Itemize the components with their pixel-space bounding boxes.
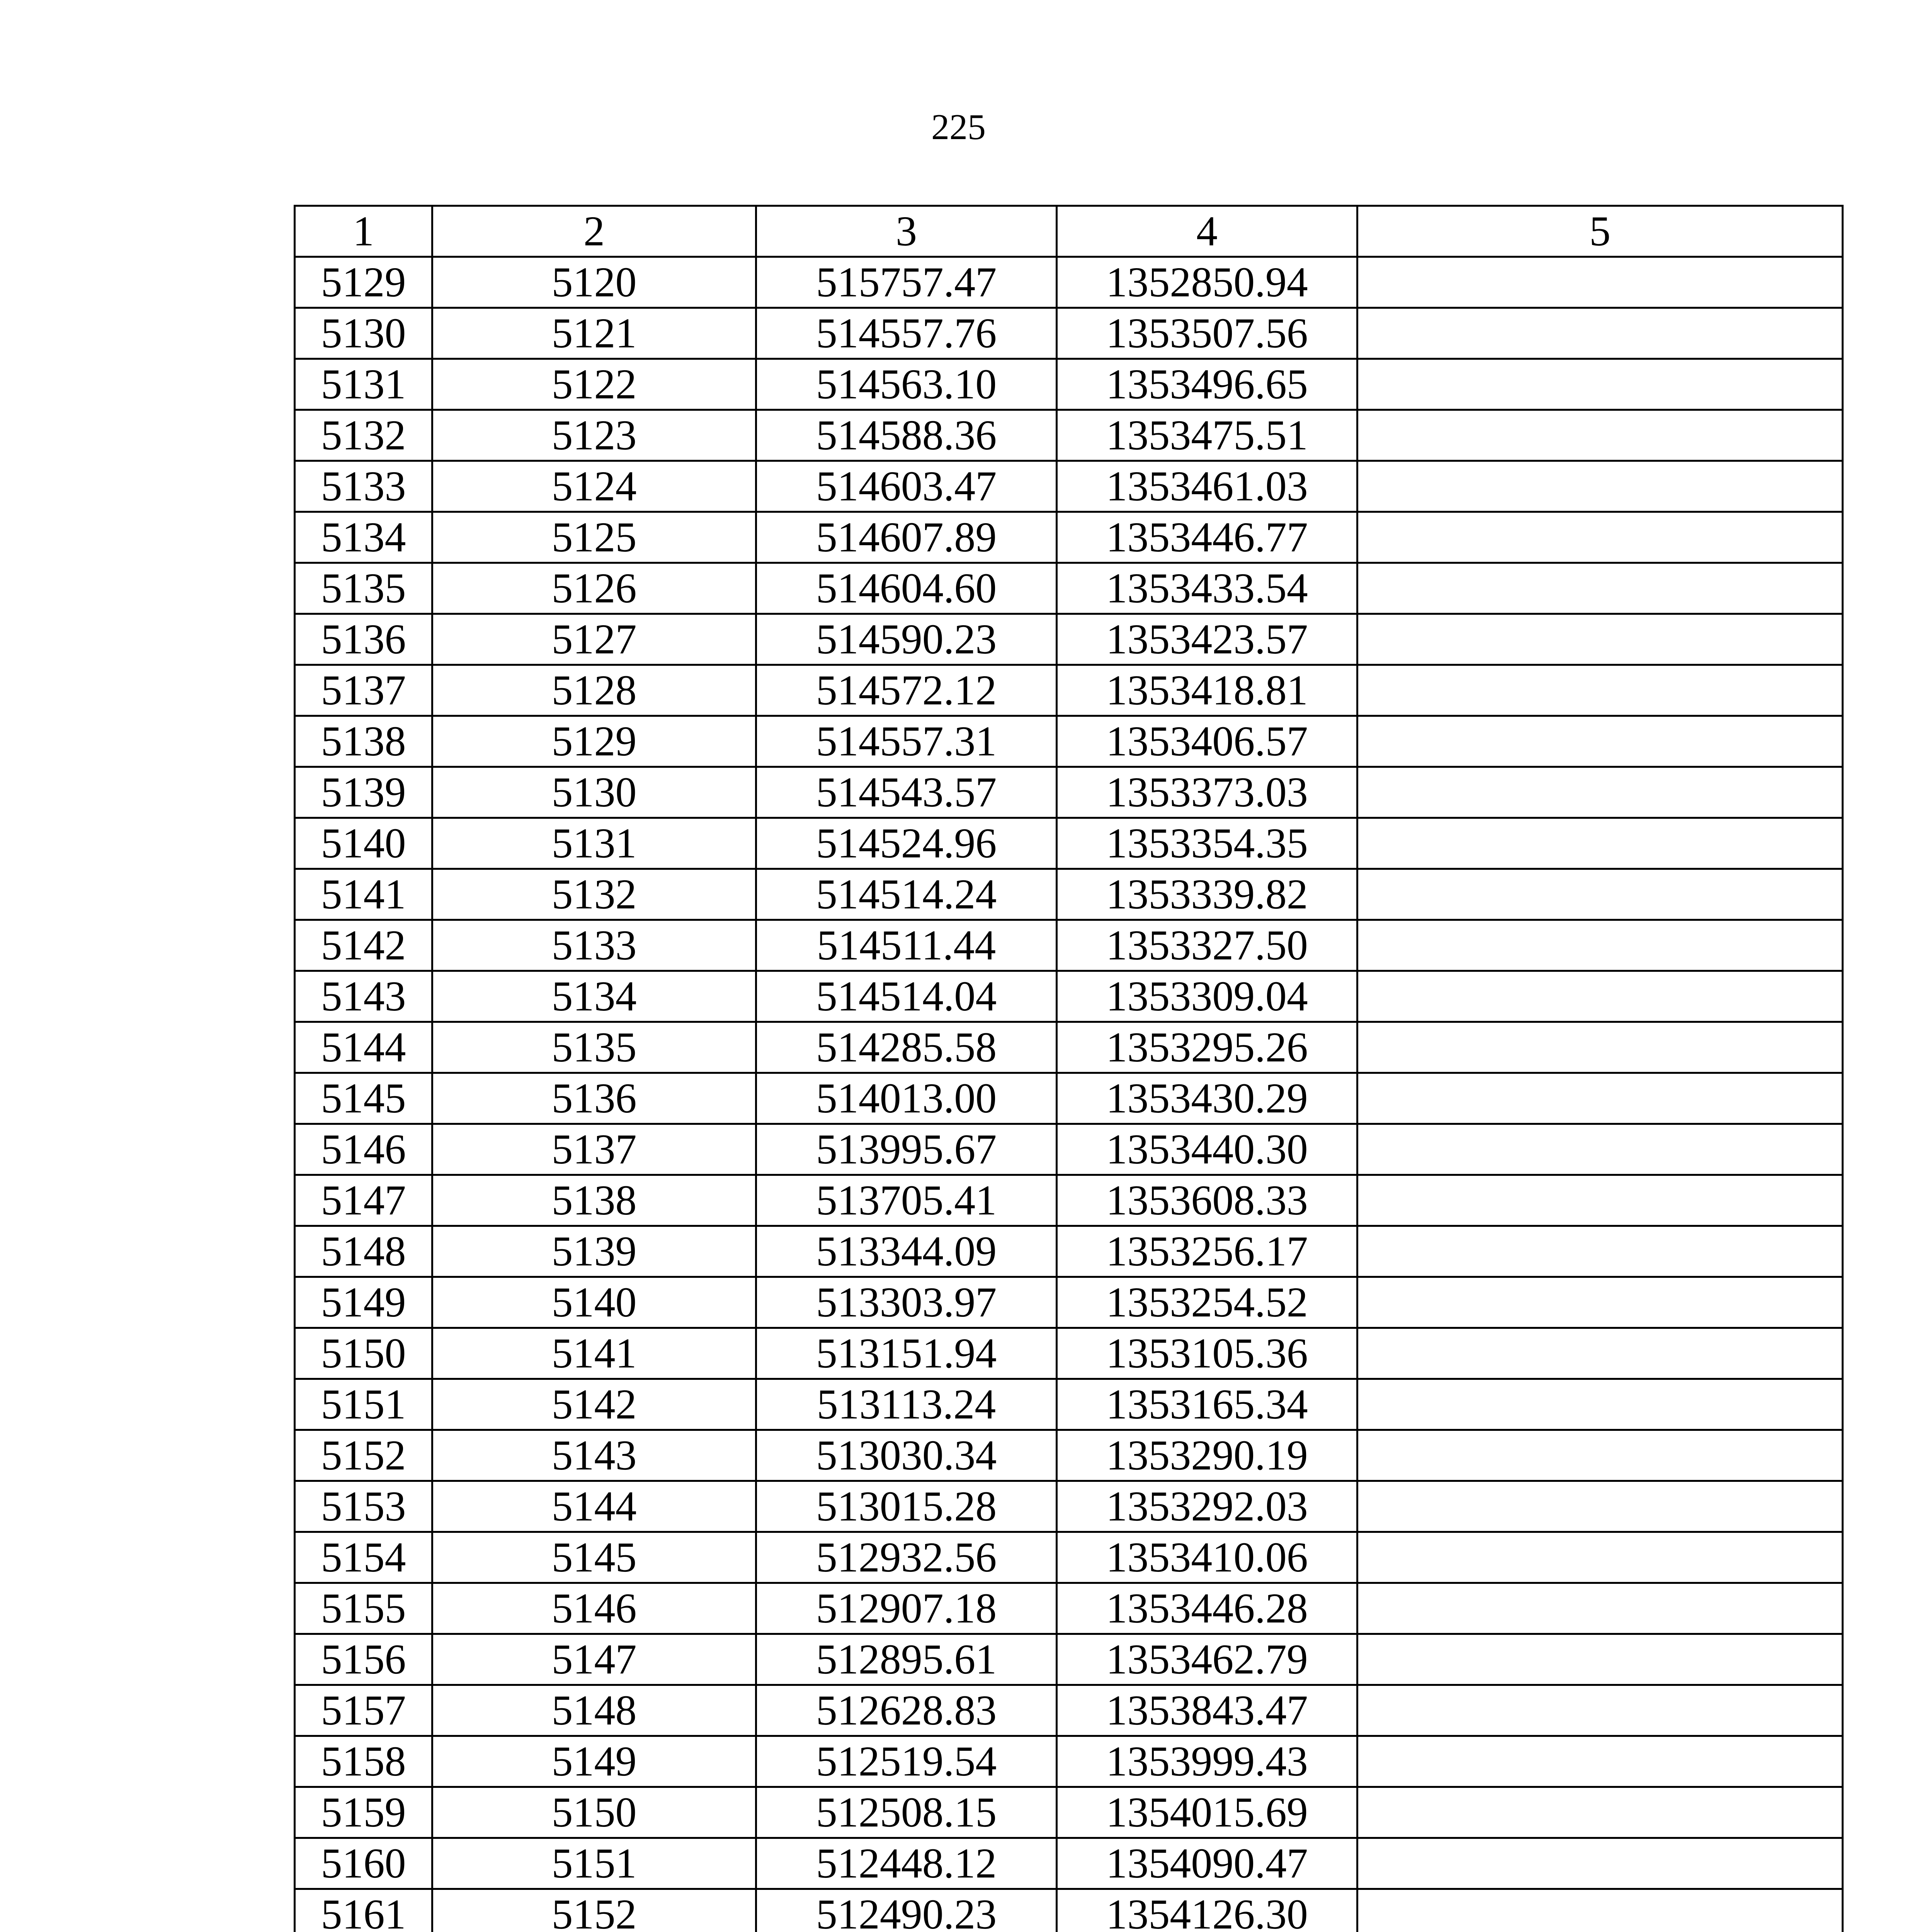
table-cell-col-2: 5140 [432, 1277, 756, 1328]
table-cell-col-1: 5131 [295, 359, 432, 410]
table-cell-col-4: 1353354.35 [1057, 818, 1357, 869]
table-cell-col-4: 1353410.06 [1057, 1532, 1357, 1583]
table-row [295, 1685, 1843, 1736]
table-cell-col-2: 5120 [432, 257, 756, 308]
table-cell-col-2: 5121 [432, 308, 756, 359]
table-cell-col-2: 5131 [432, 818, 756, 869]
table-cell-col-1: 5138 [295, 716, 432, 767]
table-cell-col-4: 1353292.03 [1057, 1481, 1357, 1532]
table-cell-col-5 [1357, 1430, 1843, 1481]
table-cell-col-1: 5151 [295, 1379, 432, 1430]
table-row [295, 1379, 1843, 1430]
table-cell-col-3: 512519.54 [756, 1736, 1057, 1787]
table-cell-col-5 [1357, 1277, 1843, 1328]
table-cell-col-5 [1357, 716, 1843, 767]
table-cell-col-4: 1353843.47 [1057, 1685, 1357, 1736]
table-cell-col-1: 5146 [295, 1124, 432, 1175]
table-cell-col-4: 1354090.47 [1057, 1838, 1357, 1889]
table-cell-col-5 [1357, 1583, 1843, 1634]
table-cell-col-2: 5137 [432, 1124, 756, 1175]
table-cell-col-2: 5133 [432, 920, 756, 971]
table-cell-col-4: 1353373.03 [1057, 767, 1357, 818]
table-cell-col-3: 513705.41 [756, 1175, 1057, 1226]
table-cell-col-3: 514285.58 [756, 1022, 1057, 1073]
table-cell-col-2: 5150 [432, 1787, 756, 1838]
table-cell-col-3: 513344.09 [756, 1226, 1057, 1277]
table-row [295, 1481, 1843, 1532]
table-row [295, 1328, 1843, 1379]
table-row [295, 869, 1843, 920]
table-cell-col-3: 512508.15 [756, 1787, 1057, 1838]
table-body [295, 257, 1843, 1932]
table-cell-col-5 [1357, 461, 1843, 512]
table-cell-col-1: 5143 [295, 971, 432, 1022]
table-cell-col-3: 514557.31 [756, 716, 1057, 767]
table-cell-col-1: 5147 [295, 1175, 432, 1226]
table-cell-col-5 [1357, 614, 1843, 665]
table-cell-col-4: 1353423.57 [1057, 614, 1357, 665]
table-cell-col-1: 5129 [295, 257, 432, 308]
table-row [295, 767, 1843, 818]
table-cell-col-4: 1354015.69 [1057, 1787, 1357, 1838]
table-cell-col-1: 5130 [295, 308, 432, 359]
table-cell-col-4: 1353608.33 [1057, 1175, 1357, 1226]
table-cell-col-1: 5140 [295, 818, 432, 869]
table-cell-col-5 [1357, 1736, 1843, 1787]
table-row [295, 716, 1843, 767]
table-cell-col-5 [1357, 665, 1843, 716]
table-cell-col-1: 5135 [295, 563, 432, 614]
table-cell-col-2: 5138 [432, 1175, 756, 1226]
table-cell-col-4: 1353440.30 [1057, 1124, 1357, 1175]
table-cell-col-5 [1357, 257, 1843, 308]
table-cell-col-3: 512895.61 [756, 1634, 1057, 1685]
table-row [295, 1226, 1843, 1277]
table-cell-col-5 [1357, 1226, 1843, 1277]
table-row [295, 971, 1843, 1022]
table-cell-col-3: 514604.60 [756, 563, 1057, 614]
table-cell-col-2: 5128 [432, 665, 756, 716]
table-cell-col-1: 5133 [295, 461, 432, 512]
table-cell-col-2: 5148 [432, 1685, 756, 1736]
table-cell-col-5 [1357, 1124, 1843, 1175]
table-cell-col-3: 513113.24 [756, 1379, 1057, 1430]
table-cell-col-3: 513995.67 [756, 1124, 1057, 1175]
table-cell-col-4: 1353999.43 [1057, 1736, 1357, 1787]
table-cell-col-3: 514563.10 [756, 359, 1057, 410]
table-row [295, 1277, 1843, 1328]
table-cell-col-4: 1353309.04 [1057, 971, 1357, 1022]
table-cell-col-2: 5149 [432, 1736, 756, 1787]
table-cell-col-2: 5144 [432, 1481, 756, 1532]
table-cell-col-4: 1354126.30 [1057, 1889, 1357, 1932]
table-row [295, 1073, 1843, 1124]
table-cell-col-5 [1357, 1634, 1843, 1685]
table-cell-col-1: 5157 [295, 1685, 432, 1736]
table-cell-col-2: 5146 [432, 1583, 756, 1634]
table-cell-col-3: 514514.04 [756, 971, 1057, 1022]
table-cell-col-1: 5150 [295, 1328, 432, 1379]
table-row [295, 359, 1843, 410]
table-cell-col-5 [1357, 1532, 1843, 1583]
table-cell-col-1: 5149 [295, 1277, 432, 1328]
table-cell-col-4: 1353507.56 [1057, 308, 1357, 359]
column-header-5: 5 [1357, 206, 1843, 257]
table-cell-col-3: 514514.24 [756, 869, 1057, 920]
table-cell-col-5 [1357, 920, 1843, 971]
table-cell-col-4: 1353475.51 [1057, 410, 1357, 461]
table-cell-col-3: 514572.12 [756, 665, 1057, 716]
table-cell-col-2: 5134 [432, 971, 756, 1022]
table-cell-col-4: 1353418.81 [1057, 665, 1357, 716]
table-row [295, 1838, 1843, 1889]
table-cell-col-5 [1357, 563, 1843, 614]
table-cell-col-5 [1357, 1175, 1843, 1226]
table-cell-col-2: 5141 [432, 1328, 756, 1379]
table-cell-col-1: 5153 [295, 1481, 432, 1532]
table-cell-col-2: 5147 [432, 1634, 756, 1685]
table-cell-col-1: 5142 [295, 920, 432, 971]
table-cell-col-3: 514511.44 [756, 920, 1057, 971]
table-cell-col-2: 5152 [432, 1889, 756, 1932]
table-cell-col-5 [1357, 1838, 1843, 1889]
table-cell-col-3: 512628.83 [756, 1685, 1057, 1736]
table-row [295, 308, 1843, 359]
table-cell-col-1: 5132 [295, 410, 432, 461]
table-cell-col-1: 5145 [295, 1073, 432, 1124]
table-cell-col-5 [1357, 1787, 1843, 1838]
table-cell-col-3: 514557.76 [756, 308, 1057, 359]
table-row [295, 1787, 1843, 1838]
table-cell-col-5 [1357, 767, 1843, 818]
table-cell-col-4: 1353430.29 [1057, 1073, 1357, 1124]
table-cell-col-1: 5152 [295, 1430, 432, 1481]
table-row [295, 1583, 1843, 1634]
table-cell-col-4: 1352850.94 [1057, 257, 1357, 308]
table-cell-col-1: 5144 [295, 1022, 432, 1073]
table-cell-col-1: 5154 [295, 1532, 432, 1583]
table-cell-col-2: 5145 [432, 1532, 756, 1583]
table-cell-col-5 [1357, 1481, 1843, 1532]
table-cell-col-3: 513030.34 [756, 1430, 1057, 1481]
table-cell-col-2: 5136 [432, 1073, 756, 1124]
table-cell-col-3: 514013.00 [756, 1073, 1057, 1124]
header-row [295, 206, 1843, 257]
table-cell-col-4: 1353496.65 [1057, 359, 1357, 410]
table-cell-col-4: 1353462.79 [1057, 1634, 1357, 1685]
table-cell-col-2: 5143 [432, 1430, 756, 1481]
table-row [295, 563, 1843, 614]
table-cell-col-1: 5160 [295, 1838, 432, 1889]
table-cell-col-2: 5124 [432, 461, 756, 512]
table-cell-col-4: 1353327.50 [1057, 920, 1357, 971]
table-cell-col-3: 514607.89 [756, 512, 1057, 563]
table-row [295, 512, 1843, 563]
table-cell-col-1: 5141 [295, 869, 432, 920]
table-cell-col-1: 5139 [295, 767, 432, 818]
table-cell-col-5 [1357, 359, 1843, 410]
table-cell-col-5 [1357, 1328, 1843, 1379]
table-cell-col-4: 1353446.28 [1057, 1583, 1357, 1634]
table-row [295, 920, 1843, 971]
table-cell-col-4: 1353290.19 [1057, 1430, 1357, 1481]
table-row [295, 1430, 1843, 1481]
table-cell-col-4: 1353165.34 [1057, 1379, 1357, 1430]
table-cell-col-2: 5126 [432, 563, 756, 614]
table-cell-col-5 [1357, 410, 1843, 461]
table-cell-col-4: 1353433.54 [1057, 563, 1357, 614]
table-cell-col-1: 5137 [295, 665, 432, 716]
table-cell-col-1: 5161 [295, 1889, 432, 1932]
table-cell-col-2: 5122 [432, 359, 756, 410]
table-row [295, 818, 1843, 869]
table-cell-col-5 [1357, 1022, 1843, 1073]
table-cell-col-2: 5129 [432, 716, 756, 767]
table-cell-col-2: 5142 [432, 1379, 756, 1430]
table-cell-col-2: 5127 [432, 614, 756, 665]
table-cell-col-4: 1353406.57 [1057, 716, 1357, 767]
table-cell-col-5 [1357, 1889, 1843, 1932]
table-row [295, 665, 1843, 716]
table-cell-col-4: 1353256.17 [1057, 1226, 1357, 1277]
table-row [295, 1022, 1843, 1073]
table-cell-col-2: 5139 [432, 1226, 756, 1277]
column-header-2: 2 [432, 206, 756, 257]
table-cell-col-5 [1357, 1073, 1843, 1124]
table-cell-col-5 [1357, 512, 1843, 563]
table-cell-col-2: 5123 [432, 410, 756, 461]
table-header [295, 206, 1843, 257]
table-cell-col-3: 514603.47 [756, 461, 1057, 512]
table-row [295, 1736, 1843, 1787]
table-cell-col-3: 514543.57 [756, 767, 1057, 818]
table-cell-col-3: 515757.47 [756, 257, 1057, 308]
table-row [295, 257, 1843, 308]
table-cell-col-2: 5130 [432, 767, 756, 818]
table-cell-col-1: 5155 [295, 1583, 432, 1634]
table-cell-col-5 [1357, 308, 1843, 359]
table-cell-col-3: 512490.23 [756, 1889, 1057, 1932]
column-header-1: 1 [295, 206, 432, 257]
coordinates-table [294, 205, 1844, 1932]
table-cell-col-3: 514588.36 [756, 410, 1057, 461]
table-cell-col-4: 1353446.77 [1057, 512, 1357, 563]
table-cell-col-1: 5136 [295, 614, 432, 665]
page-number: 225 [931, 107, 986, 147]
table-cell-col-3: 513303.97 [756, 1277, 1057, 1328]
table-row [295, 1889, 1843, 1932]
column-header-4: 4 [1057, 206, 1357, 257]
table-cell-col-1: 5158 [295, 1736, 432, 1787]
table-row [295, 1532, 1843, 1583]
table-row [295, 1175, 1843, 1226]
table-cell-col-3: 512907.18 [756, 1583, 1057, 1634]
table-row [295, 1634, 1843, 1685]
table-cell-col-3: 514590.23 [756, 614, 1057, 665]
table-row [295, 461, 1843, 512]
table-row [295, 614, 1843, 665]
table-cell-col-2: 5135 [432, 1022, 756, 1073]
table-cell-col-3: 512448.12 [756, 1838, 1057, 1889]
table-cell-col-2: 5132 [432, 869, 756, 920]
column-header-3: 3 [756, 206, 1057, 257]
table-cell-col-1: 5156 [295, 1634, 432, 1685]
table-row [295, 1124, 1843, 1175]
table-cell-col-3: 514524.96 [756, 818, 1057, 869]
table-cell-col-5 [1357, 971, 1843, 1022]
table-cell-col-1: 5148 [295, 1226, 432, 1277]
table-cell-col-2: 5125 [432, 512, 756, 563]
table-cell-col-1: 5159 [295, 1787, 432, 1838]
table-cell-col-4: 1353295.26 [1057, 1022, 1357, 1073]
table-cell-col-4: 1353461.03 [1057, 461, 1357, 512]
table-cell-col-4: 1353339.82 [1057, 869, 1357, 920]
table-cell-col-1: 5134 [295, 512, 432, 563]
table-cell-col-5 [1357, 1379, 1843, 1430]
table-cell-col-5 [1357, 1685, 1843, 1736]
table-cell-col-4: 1353105.36 [1057, 1328, 1357, 1379]
table-cell-col-5 [1357, 869, 1843, 920]
table-cell-col-4: 1353254.52 [1057, 1277, 1357, 1328]
table-row [295, 410, 1843, 461]
table-cell-col-3: 512932.56 [756, 1532, 1057, 1583]
table-cell-col-5 [1357, 818, 1843, 869]
table-cell-col-2: 5151 [432, 1838, 756, 1889]
table-cell-col-3: 513151.94 [756, 1328, 1057, 1379]
table-cell-col-3: 513015.28 [756, 1481, 1057, 1532]
